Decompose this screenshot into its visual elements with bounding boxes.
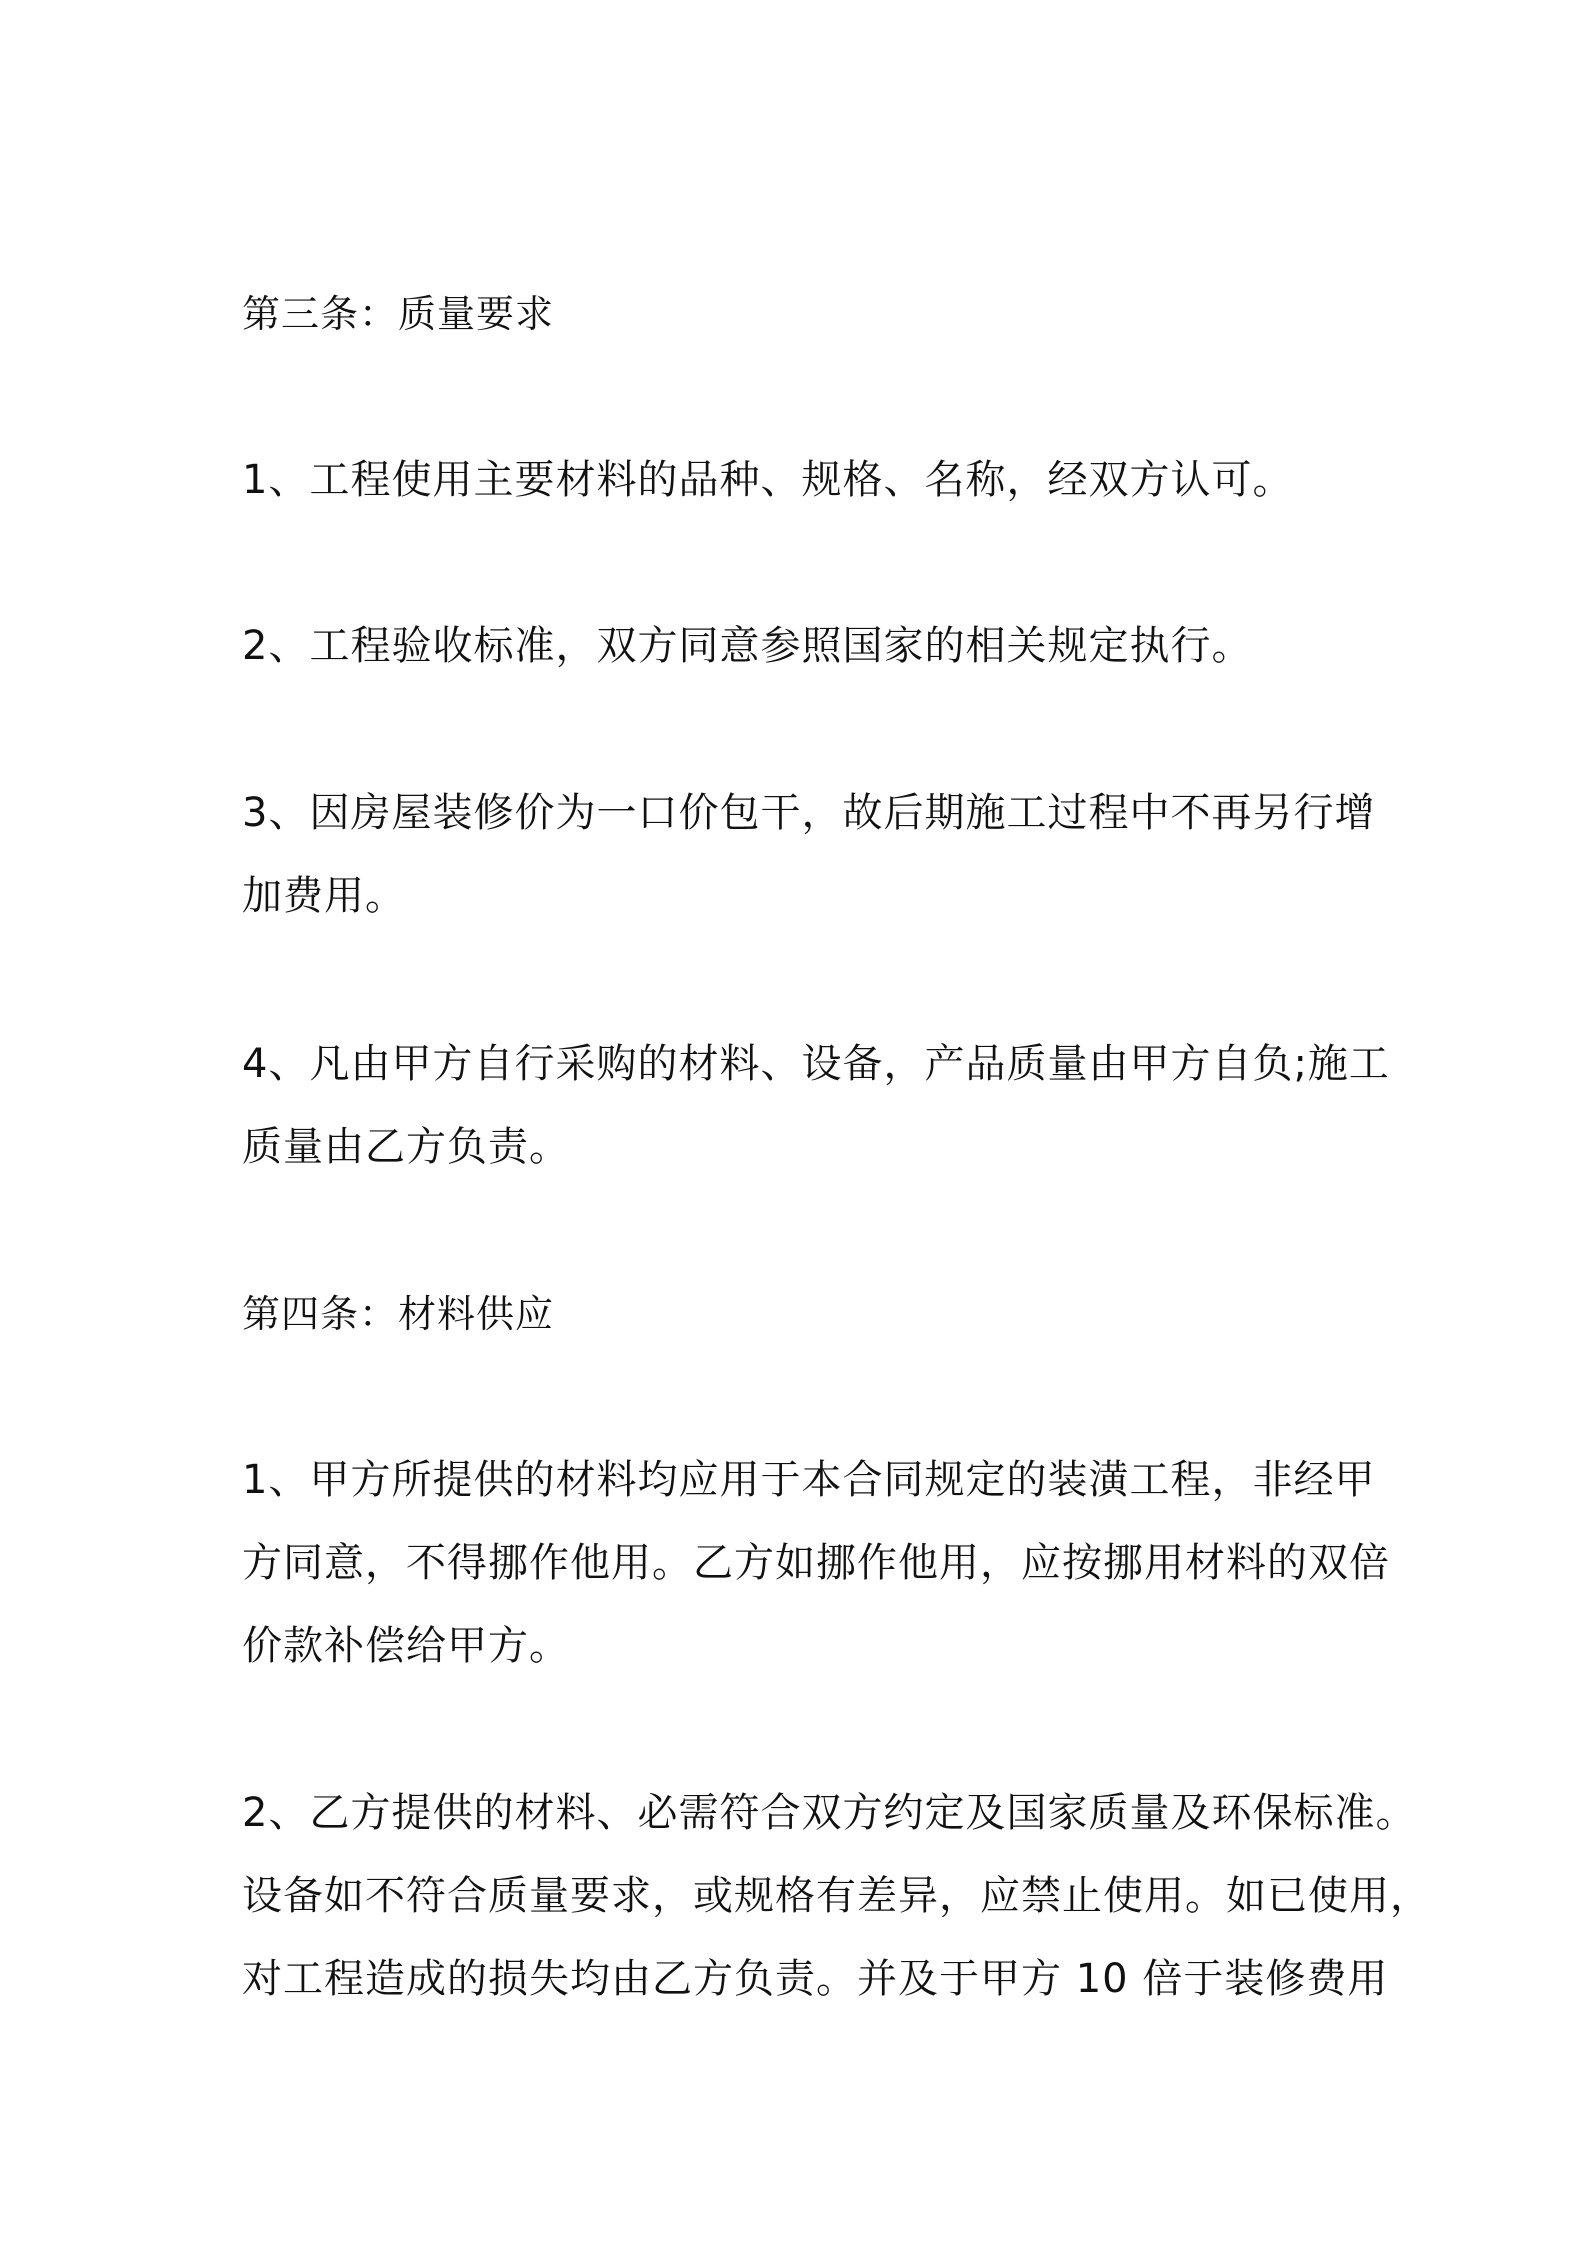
article-3-item-3-line-2: 加费用。 — [242, 873, 406, 919]
article-4-item-2-line-1: 2、乙方提供的材料、必需符合双方约定及国家质量及环保标准。 — [242, 1790, 1417, 1836]
article-3-heading: 第三条：质量要求 — [242, 292, 555, 336]
article-4-heading: 第四条：材料供应 — [242, 1292, 555, 1336]
article-4-item-1-line-1: 1、甲方所提供的材料均应用于本合同规定的装潢工程，非经甲 — [242, 1457, 1376, 1503]
article-3-item-3-line-1: 3、因房屋装修价为一口价包干，故后期施工过程中不再另行增 — [242, 790, 1376, 836]
article-4-item-1-line-2: 方同意，不得挪作他用。乙方如挪作他用，应按挪用材料的双倍 — [242, 1540, 1390, 1586]
article-3-item-4-line-2: 质量由乙方负责。 — [242, 1124, 570, 1170]
article-3-item-2: 2、工程验收标准，双方同意参照国家的相关规定执行。 — [242, 623, 1253, 669]
article-3-item-4-line-1: 4、凡由甲方自行采购的材料、设备，产品质量由甲方自负;施工 — [242, 1041, 1390, 1087]
article-3-item-1: 1、工程使用主要材料的品种、规格、名称，经双方认可。 — [242, 457, 1294, 503]
article-4-item-1-line-3: 价款补偿给甲方。 — [242, 1623, 570, 1669]
article-4-item-2-line-2: 设备如不符合质量要求，或规格有差异，应禁止使用。如已使用， — [242, 1873, 1431, 1919]
article-4-item-2-line-3: 对工程造成的损失均由乙方负责。并及于甲方 10 倍于装修费用 — [242, 1956, 1389, 2002]
